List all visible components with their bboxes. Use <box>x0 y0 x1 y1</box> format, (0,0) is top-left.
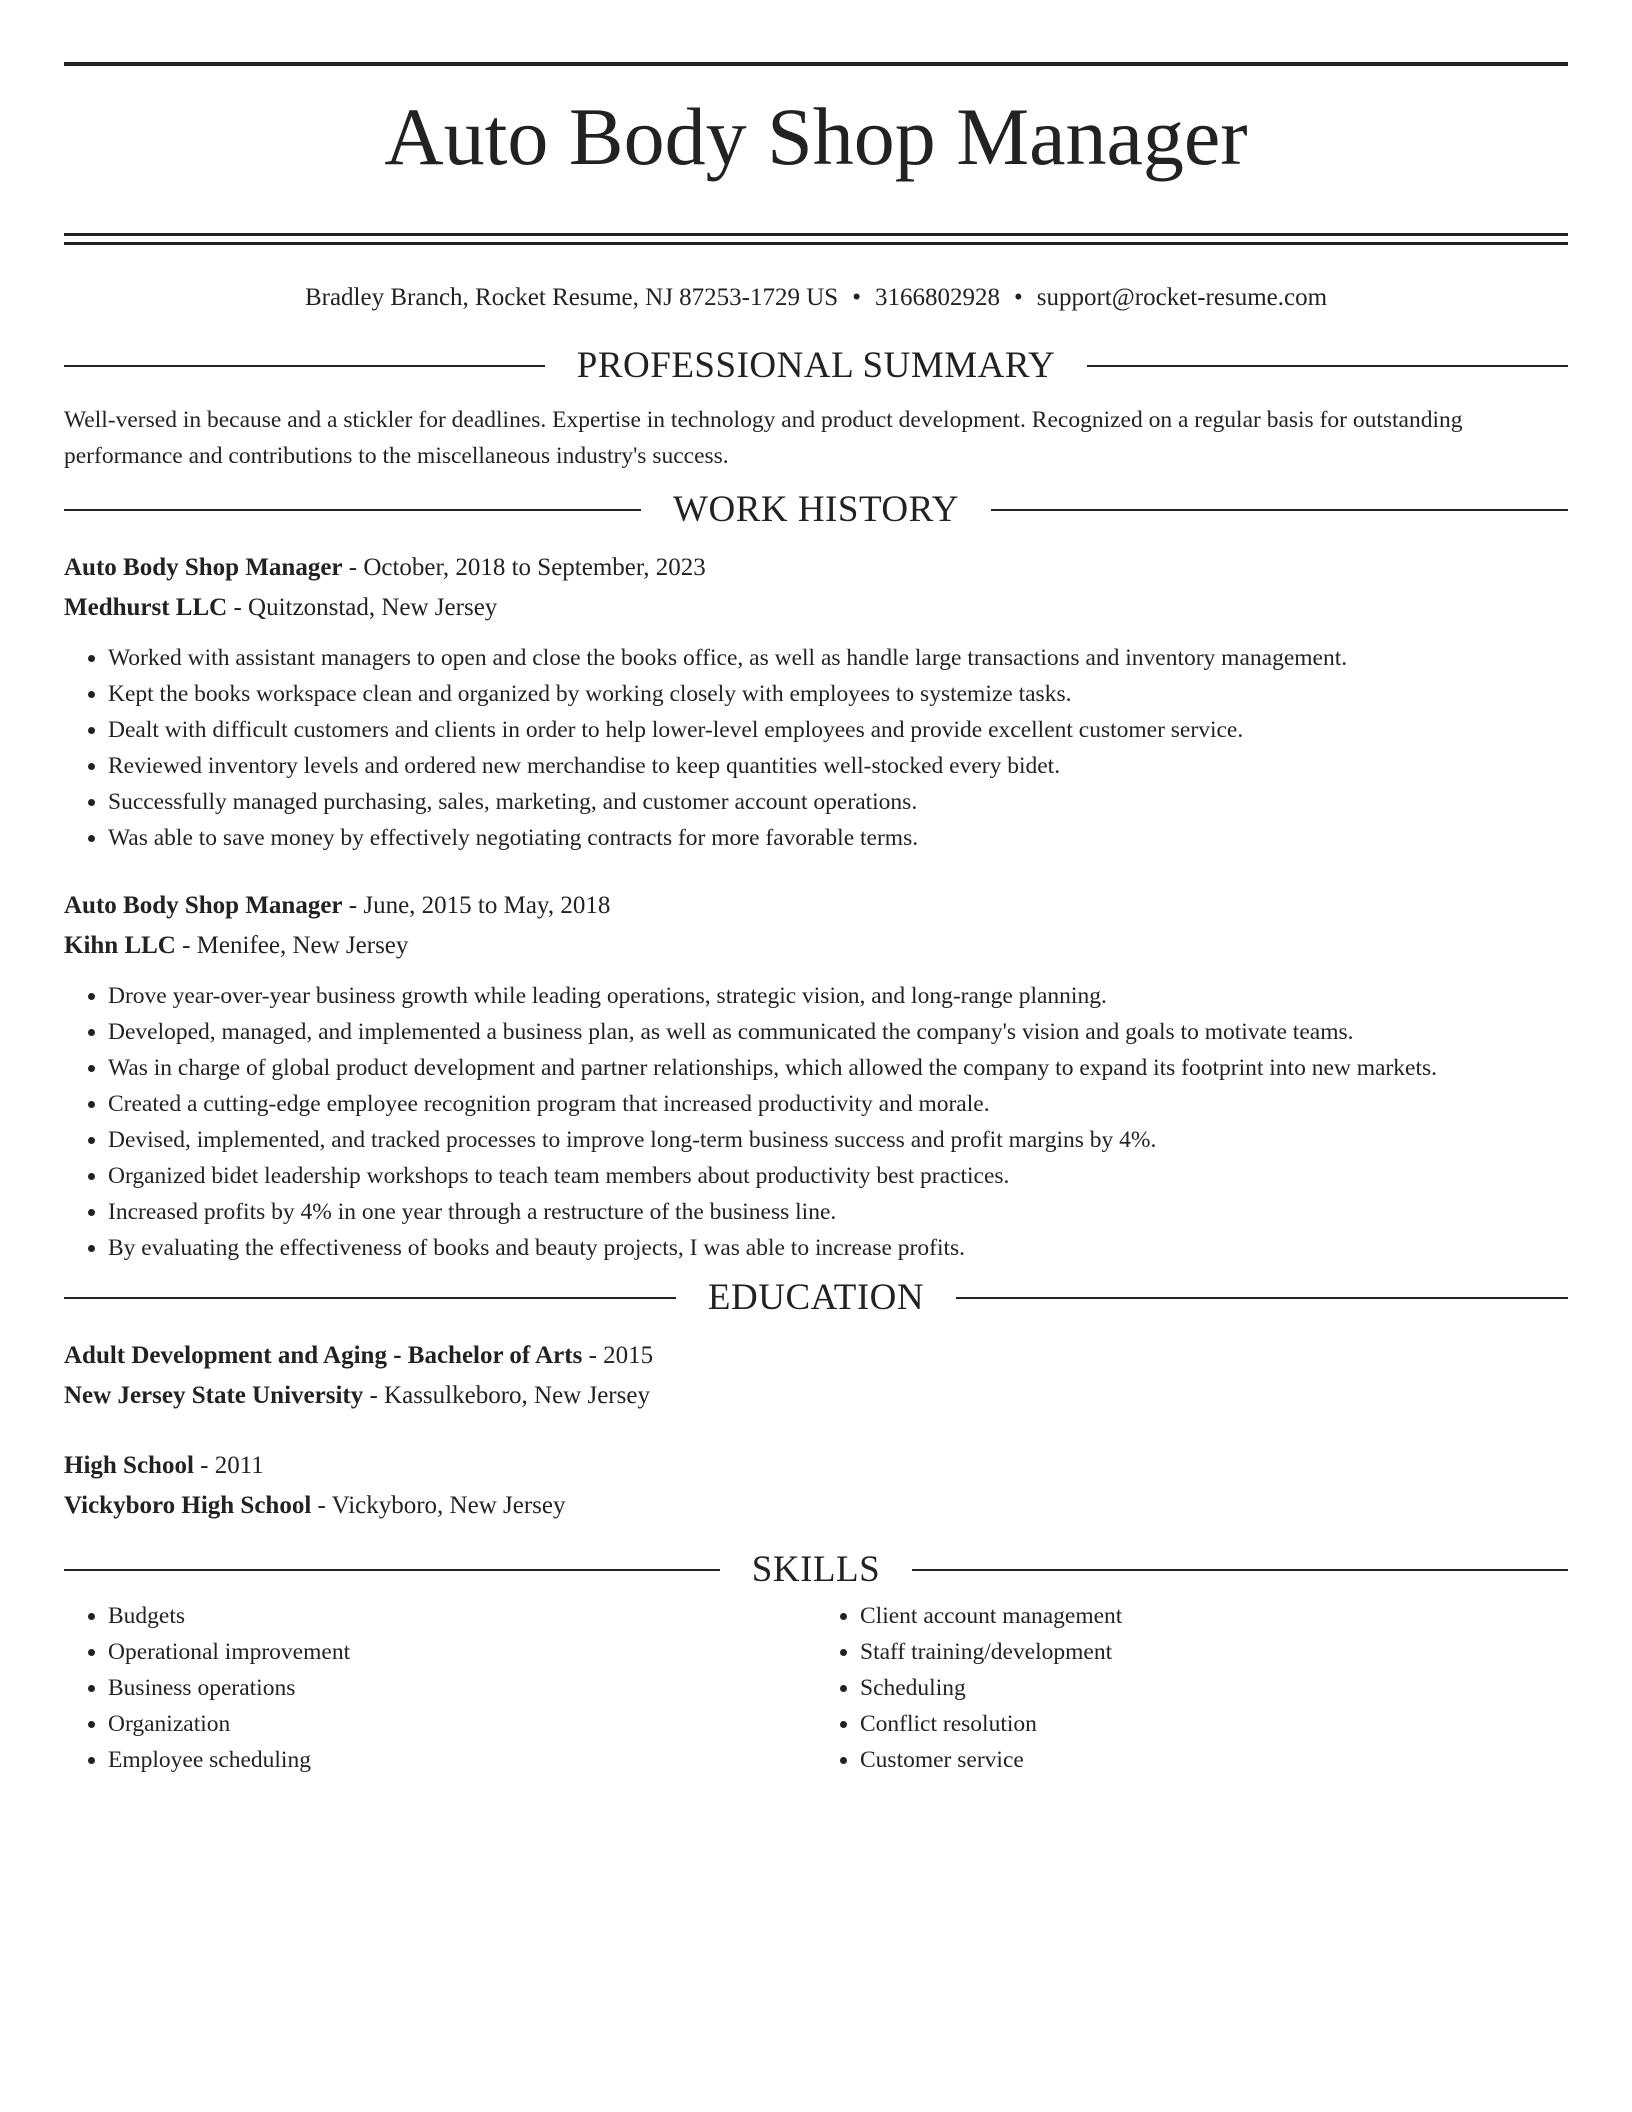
section-rule <box>64 509 641 511</box>
list-item: • Worked with assistant managers to open and close the books office, as well as handle large transactions and inventory management. <box>108 640 1568 676</box>
education-school-line <box>64 1376 1568 1416</box>
education-school: New Jersey State University <box>64 1382 364 1409</box>
section-title: WORK HISTORY <box>673 489 959 530</box>
section-rule <box>956 1297 1568 1299</box>
job-company: Medhurst LLC <box>64 594 228 621</box>
job-bullets <box>64 640 1568 856</box>
section-rule <box>991 509 1568 511</box>
list-item: • Increased profits by 4% in one year through a restructure of the business line. <box>108 1194 1568 1230</box>
section-title: PROFESSIONAL SUMMARY <box>576 345 1056 386</box>
contact-line <box>64 283 1568 313</box>
section-rule <box>912 1569 1568 1571</box>
section-rule <box>1087 365 1568 367</box>
double-rule <box>64 233 1568 245</box>
list-item: • Reviewed inventory levels and ordered new merchandise to keep quantities well-stocked every bidet. <box>108 748 1568 784</box>
education-entry <box>64 1446 1568 1526</box>
job-title-line <box>64 548 1568 588</box>
job-company-line <box>64 926 1568 966</box>
section-title: SKILLS <box>751 1549 881 1590</box>
contact-separator: • <box>852 284 861 311</box>
list-item: • Was in charge of global product development and partner relationships, which allowed the company to expand its footprint into new markets. <box>108 1050 1568 1086</box>
skill-item: • Scheduling <box>860 1670 1568 1706</box>
education-degree-line <box>64 1446 1568 1486</box>
job-title: Auto Body Shop Manager <box>64 554 343 581</box>
contact-separator: • <box>1013 284 1023 311</box>
job-bullets <box>64 978 1568 1266</box>
summary-section-header <box>64 346 1568 386</box>
skill-item: • Customer service <box>860 1742 1568 1778</box>
job-dates: - October, 2018 to September, 2023 <box>342 554 706 581</box>
top-rule <box>64 62 1568 66</box>
contact-email: support@rocket-resume.com <box>1036 284 1328 311</box>
job-dates: - June, 2015 to May, 2018 <box>342 892 611 919</box>
job-title-line <box>64 886 1568 926</box>
skill-item: • Budgets <box>108 1598 816 1634</box>
section-rule <box>64 1297 676 1299</box>
education-location: - Vickyboro, New Jersey <box>311 1492 566 1519</box>
section-title: EDUCATION <box>707 1277 925 1318</box>
job-title: Auto Body Shop Manager <box>64 892 343 919</box>
skill-item: • Business operations <box>108 1670 816 1706</box>
job-entry <box>64 548 1568 856</box>
summary-text: Well-versed in because and a stickler for deadlines. Expertise in technology and product development. Recognized on a regular basis for outstanding performance and contributions to the miscellaneous industry's success. <box>64 407 1463 469</box>
job-company-line <box>64 588 1568 628</box>
list-item: • Successfully managed purchasing, sales, marketing, and customer account operations. <box>108 784 1568 820</box>
education-school-line <box>64 1486 1568 1526</box>
contact-address: Bradley Branch, Rocket Resume, NJ 87253-1729 US <box>304 284 839 311</box>
skill-item: • Organization <box>108 1706 816 1742</box>
resume-title: Auto Body Shop Manager <box>384 91 1248 182</box>
skill-item: • Staff training/development <box>860 1634 1568 1670</box>
skills-columns <box>64 1598 1568 1778</box>
work-section-header <box>64 490 1568 530</box>
list-item: • Created a cutting-edge employee recognition program that increased productivity and morale. <box>108 1086 1568 1122</box>
section-rule <box>64 365 545 367</box>
skill-item: • Client account management <box>860 1598 1568 1634</box>
skill-item: • Operational improvement <box>108 1634 816 1670</box>
education-degree: High School <box>64 1452 194 1479</box>
education-location: - Kassulkeboro, New Jersey <box>363 1382 650 1409</box>
job-location: - Quitzonstad, New Jersey <box>227 594 498 621</box>
list-item: • Devised, implemented, and tracked processes to improve long-term business success and profit margins by 4%. <box>108 1122 1568 1158</box>
skills-list-right <box>816 1598 1568 1778</box>
skills-list-left <box>64 1598 816 1778</box>
skills-section-header <box>64 1550 1568 1590</box>
education-entry <box>64 1336 1568 1416</box>
list-item: • Was able to save money by effectively negotiating contracts for more favorable terms. <box>108 820 1568 856</box>
education-year: - 2011 <box>193 1452 264 1479</box>
list-item: • Drove year-over-year business growth while leading operations, strategic vision, and long-range planning. <box>108 978 1568 1014</box>
section-rule <box>64 1569 720 1571</box>
list-item: • Dealt with difficult customers and clients in order to help lower-level employees and provide excellent customer service. <box>108 712 1568 748</box>
education-degree: Adult Development and Aging - Bachelor of Arts <box>64 1342 583 1369</box>
list-item: • Kept the books workspace clean and organized by working closely with employees to systemize tasks. <box>108 676 1568 712</box>
education-school: Vickyboro High School <box>64 1492 312 1519</box>
skill-item: • Conflict resolution <box>860 1706 1568 1742</box>
list-item: • Organized bidet leadership workshops to teach team members about productivity best practices. <box>108 1158 1568 1194</box>
contact-phone: 3166802928 <box>874 284 1000 311</box>
list-item: • By evaluating the effectiveness of books and beauty projects, I was able to increase profits. <box>108 1230 1568 1266</box>
job-location: - Menifee, New Jersey <box>175 932 409 959</box>
education-year: - 2015 <box>582 1342 654 1369</box>
education-section-header <box>64 1278 1568 1318</box>
job-company: Kihn LLC <box>64 932 176 959</box>
list-item: • Developed, managed, and implemented a business plan, as well as communicated the company's vision and goals to motivate teams. <box>108 1014 1568 1050</box>
skill-item: • Employee scheduling <box>108 1742 816 1778</box>
job-entry <box>64 886 1568 1266</box>
education-degree-line <box>64 1336 1568 1376</box>
